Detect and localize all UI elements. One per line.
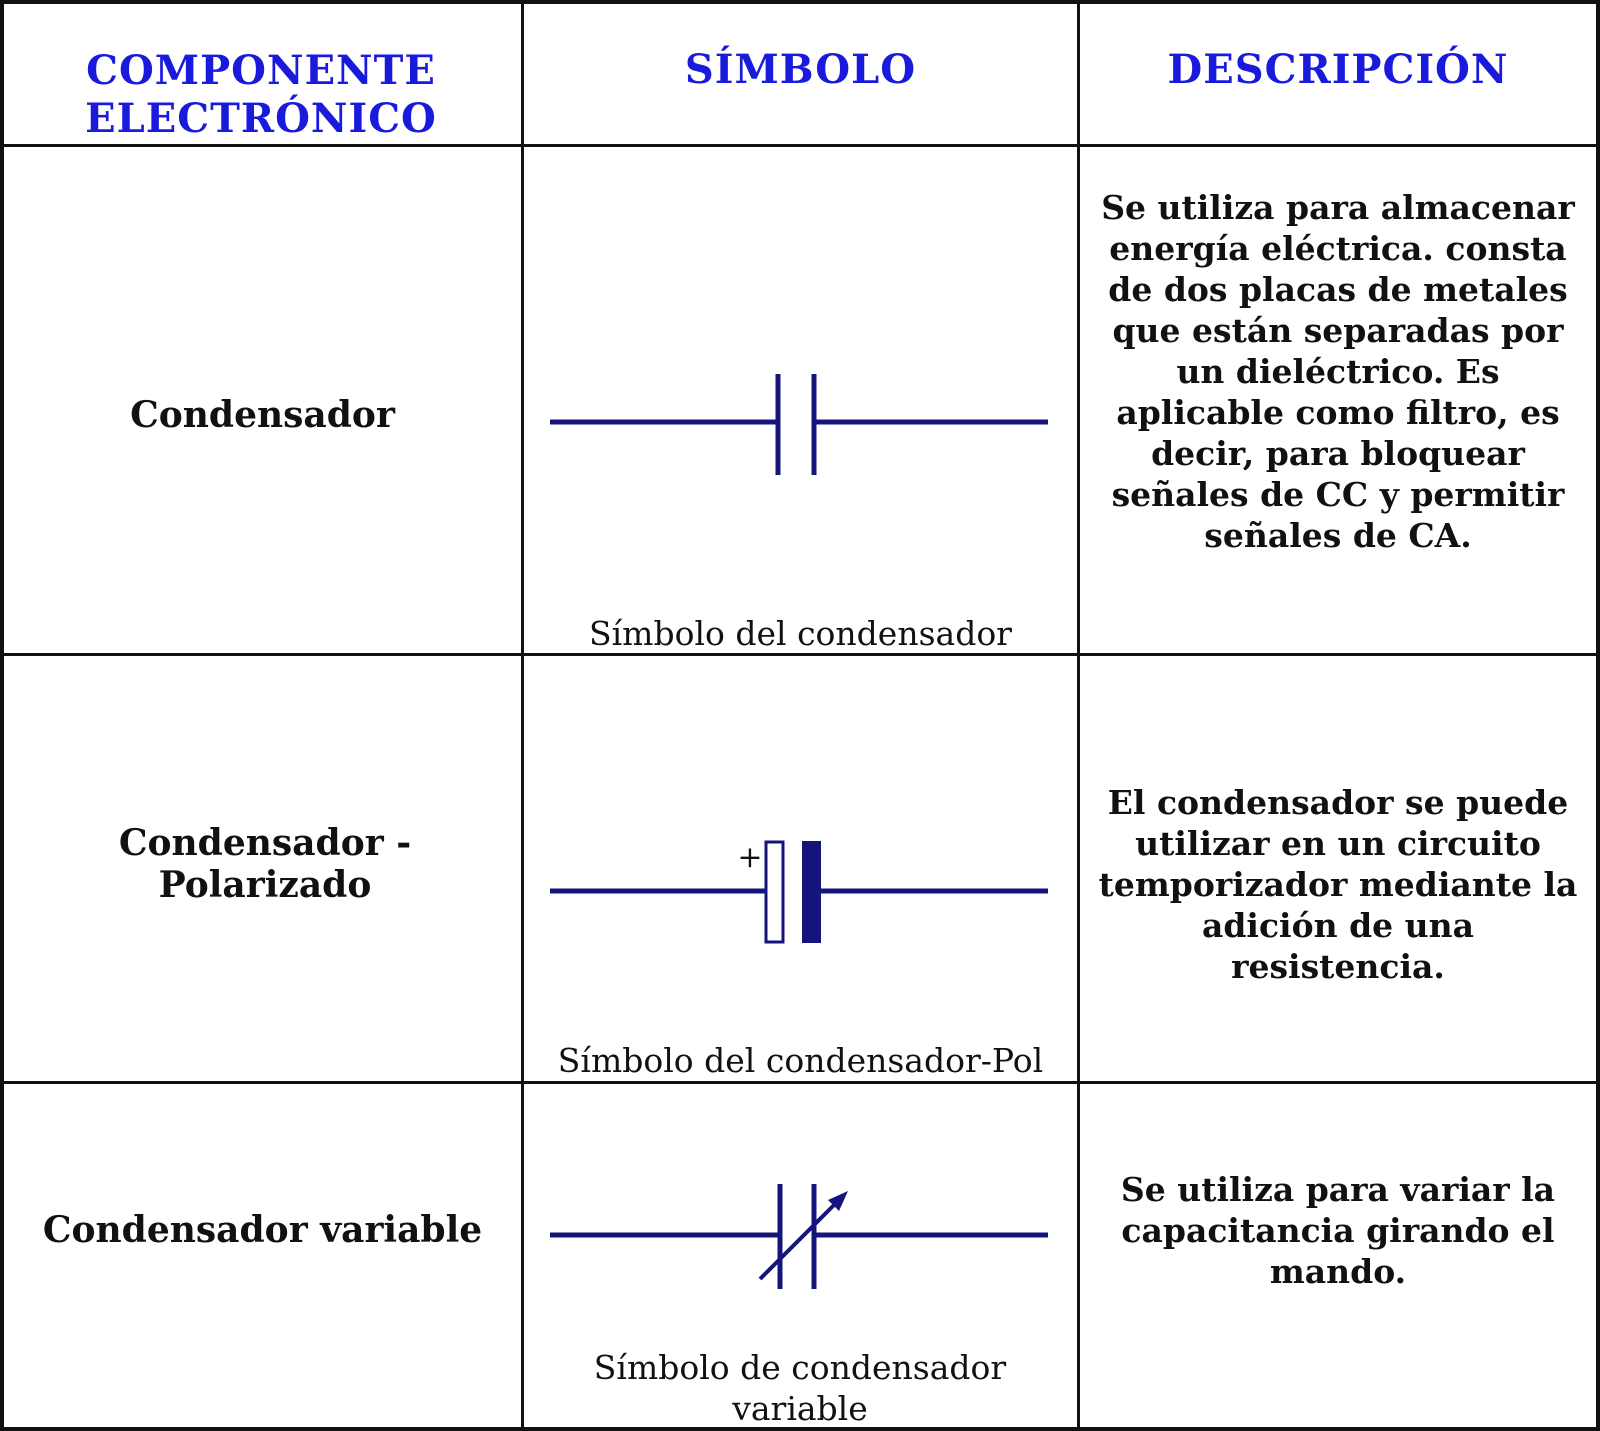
border-right [1596,0,1600,1431]
row-1-description-text: Se utiliza para almacenar energía eléctrica. consta de dos placas de metales que están separadas por un dieléctrico. Es aplicable como filtro, es decir, para bloquear señales de CC y permitir señales de CA. [1101,188,1575,555]
header-symbol [524,46,1077,94]
row-3-description-text: Se utiliza para variar la capacitancia girando el mando. [1120,1169,1556,1291]
row-3-component [4,1208,521,1252]
border-top [0,0,1600,4]
header-component [60,46,462,144]
row-1-description [1080,187,1596,597]
header-description [1080,46,1596,94]
row-1-symbol-caption: Símbolo del condensador [589,614,1012,653]
row-3-description [1080,1166,1596,1294]
row-2-component-label: Condensador - Polarizado [118,822,412,906]
capacitor-symbol [524,147,1077,653]
row-2-component [70,822,460,906]
header-component-label: COMPONENTE ELECTRÓNICO [85,47,437,142]
row-2-description-text: El condensador se puede utilizar en un circuito temporizador mediante la adición de una resistencia. [1098,783,1578,986]
header-description-label: DESCRIPCIÓN [1167,46,1509,93]
row-3-component-label: Condensador variable [42,1209,483,1251]
header-symbol-label: SÍMBOLO [684,46,917,93]
row-2-symbol-caption: Símbolo del condensador-Pol [557,1041,1044,1080]
row-2-description [1080,782,1596,987]
polarized-capacitor-symbol [524,656,1077,1081]
row-1-component [4,147,521,683]
plus-sign-label: + [737,840,763,875]
row-3-symbol-caption: Símbolo de condensador variable [593,1348,1007,1428]
row-1-component-label: Condensador [130,394,395,436]
